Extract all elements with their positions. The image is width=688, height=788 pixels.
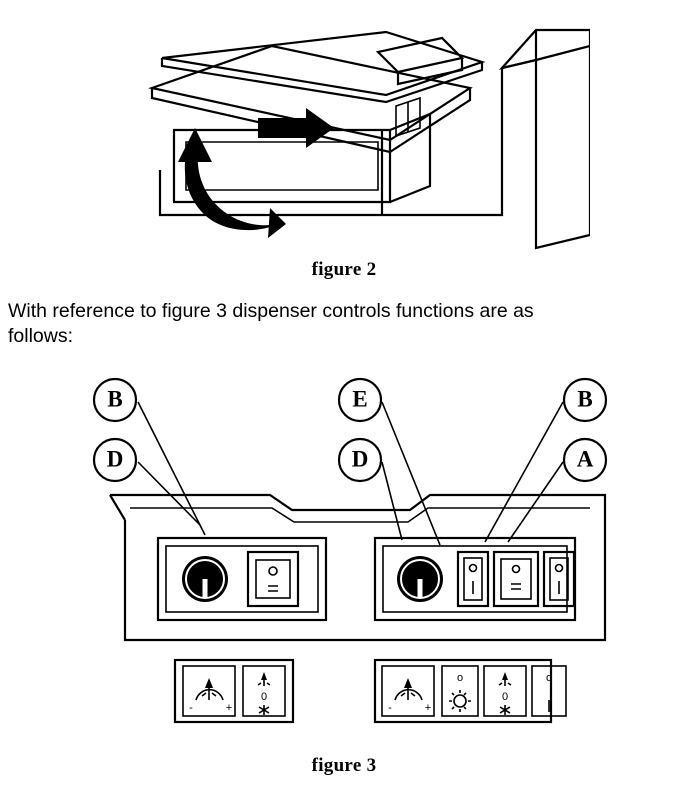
figure-3-caption: figure 3: [311, 755, 377, 776]
intro-paragraph-line-1: With reference to figure 3 dispenser controls functions are as: [8, 300, 534, 322]
intro-paragraph: [8, 299, 680, 349]
callout-label-b-right: B: [577, 386, 593, 412]
figure-3-illustration: [30, 370, 660, 745]
svg-text:+: +: [225, 702, 233, 714]
callout-label-b-left: B: [107, 386, 123, 412]
svg-text:-: -: [388, 702, 392, 714]
svg-text:0: 0: [260, 691, 268, 703]
svg-text:-: -: [189, 702, 193, 714]
svg-text:o: o: [456, 672, 464, 684]
svg-text:o: o: [545, 672, 553, 684]
right-light-switch: [458, 552, 488, 606]
figure-2-illustration: [90, 10, 590, 255]
callout-label-d-right: D: [351, 446, 369, 472]
figure-2-caption: figure 2: [311, 259, 377, 280]
callout-label-d-left: D: [106, 446, 124, 472]
callout-label-e: E: [352, 386, 368, 412]
right-power-switch: [544, 552, 574, 606]
callout-label-a: A: [576, 446, 594, 472]
svg-text:+: +: [424, 702, 432, 714]
svg-text:0: 0: [501, 691, 509, 703]
intro-paragraph-line-2: follows:: [8, 325, 74, 347]
